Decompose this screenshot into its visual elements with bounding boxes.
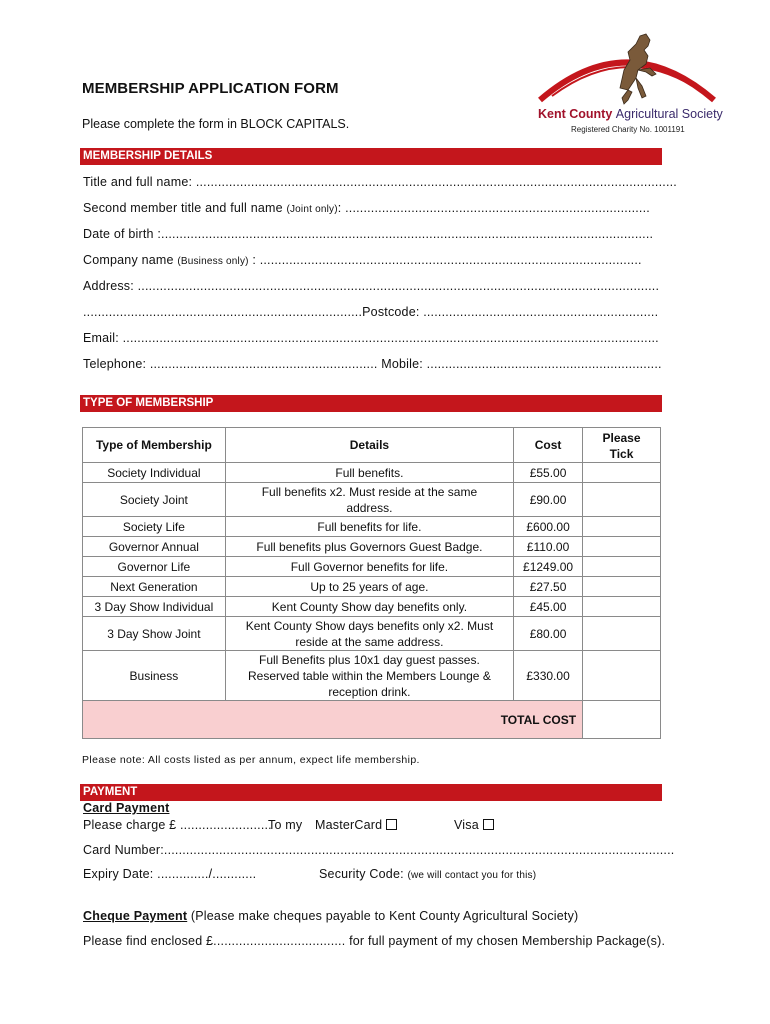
- field-enclosed-amount[interactable]: Please find enclosed £.................................... for full payment of my chosen Membership Package(s).: [83, 934, 666, 948]
- tick-cell[interactable]: [583, 483, 661, 517]
- table-header-row: [83, 428, 661, 463]
- membership-details: Kent County Show days benefits only x2. Must reside at the same address.: [225, 617, 513, 651]
- tick-cell[interactable]: [583, 557, 661, 577]
- membership-details: Full benefits for life.: [225, 517, 513, 537]
- membership-details: Full benefits x2. Must reside at the same address.: [225, 483, 513, 517]
- membership-type: Business: [83, 651, 226, 701]
- table-row: [83, 577, 661, 597]
- table-row: [83, 651, 661, 701]
- society-logo: [532, 30, 722, 140]
- total-cost-label: TOTAL COST: [83, 701, 583, 739]
- mastercard-option[interactable]: MasterCard: [315, 818, 397, 832]
- form-subtitle: Please complete the form in BLOCK CAPITALS.: [82, 117, 350, 131]
- tick-cell[interactable]: [583, 537, 661, 557]
- field-second-member[interactable]: Second member title and full name (Joint only): ...................................................................................: [83, 201, 650, 215]
- field-date-of-birth[interactable]: Date of birth :......................................................................................................................................: [83, 227, 654, 241]
- membership-details: Up to 25 years of age.: [225, 577, 513, 597]
- membership-details: Full Governor benefits for life.: [225, 557, 513, 577]
- table-row: [83, 463, 661, 483]
- membership-cost: £27.50: [514, 577, 583, 597]
- field-expiry-date[interactable]: Expiry Date: ............../............: [83, 867, 257, 881]
- cheque-payment-line: Cheque Payment (Please make cheques payable to Kent County Agricultural Society): [83, 909, 579, 923]
- tick-cell[interactable]: [583, 577, 661, 597]
- table-row: [83, 483, 661, 517]
- section-membership-details: MEMBERSHIP DETAILS: [80, 148, 662, 165]
- tick-cell[interactable]: [583, 617, 661, 651]
- visa-checkbox[interactable]: [483, 819, 494, 830]
- header-details: Details: [225, 428, 513, 463]
- membership-type: Society Joint: [83, 483, 226, 517]
- tick-cell[interactable]: [583, 597, 661, 617]
- membership-cost: £80.00: [514, 617, 583, 651]
- section-payment: PAYMENT: [80, 784, 662, 801]
- cheque-payment-heading: Cheque Payment: [83, 909, 188, 923]
- membership-cost: £330.00: [514, 651, 583, 701]
- card-payment-heading: Card Payment: [83, 801, 170, 815]
- pricing-note: Please note: All costs listed as per annum, expect life membership.: [82, 754, 420, 766]
- membership-type: Governor Life: [83, 557, 226, 577]
- visa-option[interactable]: Visa: [454, 818, 494, 832]
- membership-cost: £110.00: [514, 537, 583, 557]
- membership-type: 3 Day Show Individual: [83, 597, 226, 617]
- section-type-of-membership: TYPE OF MEMBERSHIP: [80, 395, 662, 412]
- horse-icon: [620, 34, 656, 104]
- membership-type: Society Life: [83, 517, 226, 537]
- table-row: [83, 617, 661, 651]
- to-my-label: To my: [268, 818, 303, 832]
- membership-details: Full benefits plus Governors Guest Badge.: [225, 537, 513, 557]
- field-company-name[interactable]: Company name (Business only) : ........................................................................................................: [83, 253, 642, 267]
- field-card-number[interactable]: Card Number:...........................................................................................................................................: [83, 843, 675, 857]
- header-type: Type of Membership: [83, 428, 226, 463]
- membership-table: [82, 427, 661, 739]
- tick-cell[interactable]: [583, 463, 661, 483]
- header-tick: Please Tick: [583, 428, 661, 463]
- table-row: [83, 557, 661, 577]
- membership-type: Governor Annual: [83, 537, 226, 557]
- membership-type: Society Individual: [83, 463, 226, 483]
- membership-cost: £90.00: [514, 483, 583, 517]
- table-row: [83, 537, 661, 557]
- membership-cost: £600.00: [514, 517, 583, 537]
- total-row: [83, 701, 661, 739]
- logo-name: Kent County Agricultural Society: [538, 107, 723, 121]
- membership-details: Full Benefits plus 10x1 day guest passes. Reserved table within the Members Lounge & reception drink.: [225, 651, 513, 701]
- field-address[interactable]: Address: ..............................................................................................................................................: [83, 279, 660, 293]
- form-title: MEMBERSHIP APPLICATION FORM: [82, 80, 339, 97]
- field-address-postcode[interactable]: ............................................................................Postcode: ................................................................: [83, 305, 659, 319]
- field-security-code[interactable]: Security Code: (we will contact you for this): [319, 867, 537, 881]
- membership-cost: £1249.00: [514, 557, 583, 577]
- field-telephone-mobile[interactable]: Telephone: .............................................................. Mobile: ................................................................: [83, 357, 662, 371]
- charity-number: Registered Charity No. 1001191: [571, 125, 685, 134]
- tick-cell[interactable]: [583, 651, 661, 701]
- membership-details: Kent County Show day benefits only.: [225, 597, 513, 617]
- membership-type: 3 Day Show Joint: [83, 617, 226, 651]
- total-cost-value[interactable]: [583, 701, 661, 739]
- field-email[interactable]: Email: ..................................................................................................................................................: [83, 331, 659, 345]
- membership-cost: £45.00: [514, 597, 583, 617]
- header-cost: Cost: [514, 428, 583, 463]
- field-title-name[interactable]: Title and full name: ...................................................................................................................................: [83, 175, 677, 189]
- membership-details: Full benefits.: [225, 463, 513, 483]
- membership-cost: £55.00: [514, 463, 583, 483]
- tick-cell[interactable]: [583, 517, 661, 537]
- membership-type: Next Generation: [83, 577, 226, 597]
- table-row: [83, 517, 661, 537]
- field-charge-amount[interactable]: Please charge £ .........................: [83, 818, 272, 832]
- table-row: [83, 597, 661, 617]
- mastercard-checkbox[interactable]: [386, 819, 397, 830]
